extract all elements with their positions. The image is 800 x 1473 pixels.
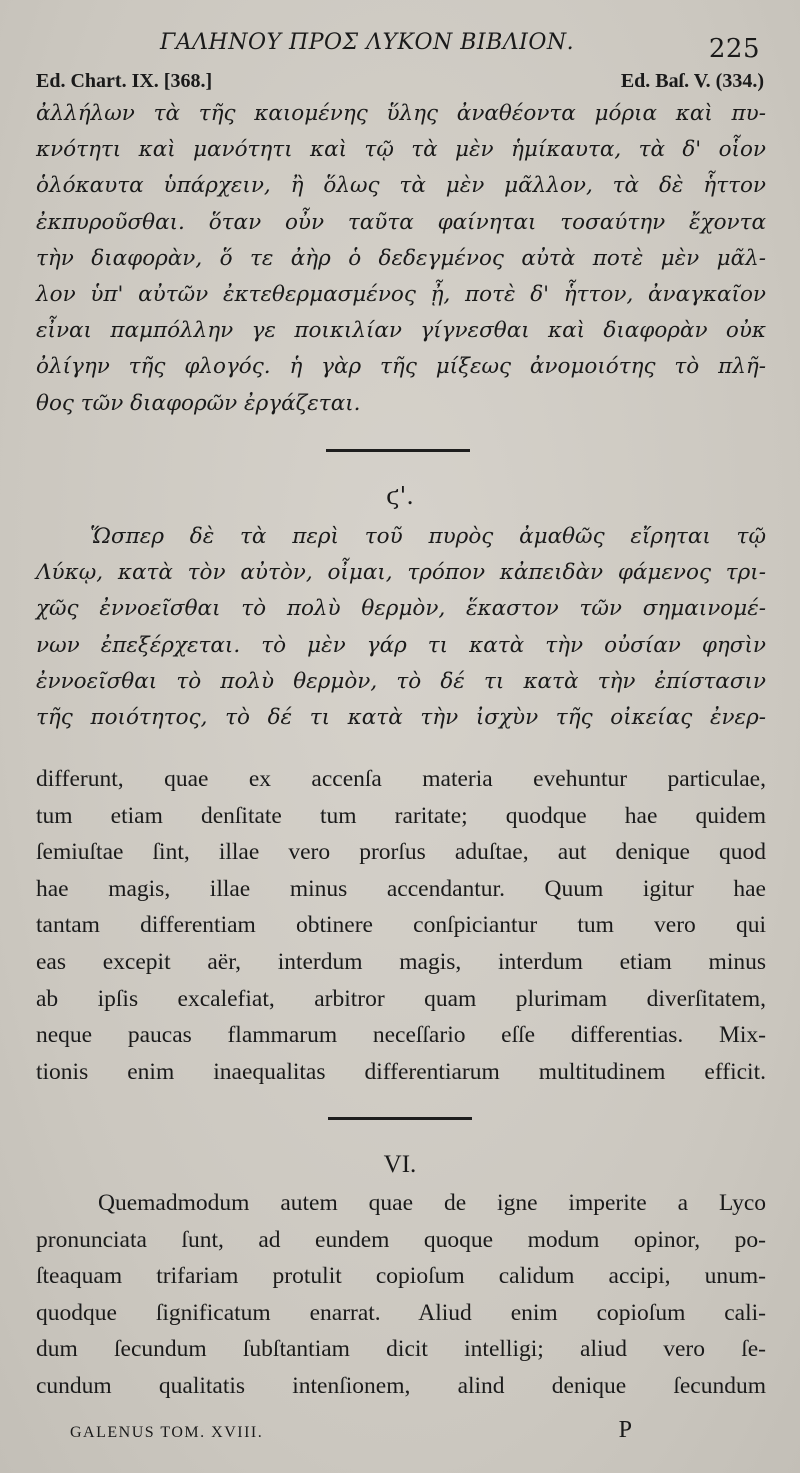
text-line: θος τῶν διαφορῶν ἐργάζεται.	[36, 390, 361, 416]
volume-reference: GALENUS TOM. XVIII.	[70, 1424, 264, 1441]
page-footer	[70, 1417, 632, 1444]
text-line: tionis enim inaequalitas differentiarum multitudinem efficit.	[36, 1058, 766, 1085]
text-line: λον ὑπ' αὐτῶν ἐκτεθερμασμένος ᾖ, ποτὲ δ' ἧττον, ἀναγκαῖον	[36, 282, 766, 308]
text-line: neque paucas flammarum neceſſario eſſe differentias. Mix-	[36, 1022, 766, 1049]
text-line: ſemiuſtae ſint, illae vero prorſus aduſtae, aut denique quod	[36, 839, 766, 866]
text-line: ἀλλήλων τὰ τῆς καιομένης ὕλης ἀναθέοντα μόρια καὶ πυ-	[36, 101, 766, 126]
text-line: cundum qualitatis intenſionem, alind denique ſecundum	[36, 1372, 766, 1399]
text-line: Quemadmodum autem quae de igne imperite a Lyco	[98, 1190, 766, 1216]
text-line: εἶναι παμπόλλην γε ποικιλίαν γίγνεσθαι καὶ διαφορὰν οὐκ	[36, 318, 766, 344]
latin-section-number: VI.	[383, 1151, 417, 1178]
section-divider	[326, 449, 470, 452]
running-title: ΓΑΛΗΝΟΥ ΠΡΟΣ ΛΥΚΟΝ ΒΙΒΛΙΟΝ.	[160, 30, 575, 55]
text-line: χῶς ἐννοεῖσθαι τὸ πολὺ θερμὸν, ἕκαστον τῶν σημαινομέ-	[36, 596, 766, 622]
latin-paragraph-1	[36, 761, 766, 1090]
text-line: Λύκῳ, κατὰ τὸν αὐτὸν, οἶμαι, τρόπον κἀπειδὰν φάμενος τρι-	[36, 560, 766, 586]
text-line: ἐννοεῖσθαι τὸ πολὺ θερμὸν, τὸ δέ τι κατὰ τὴν ἐπίστασιν	[36, 668, 766, 694]
text-line: ὀλίγην τῆς φλογός. ἡ γὰρ τῆς μίξεως ἀνομοιότης τὸ πλῆ-	[36, 354, 766, 380]
text-line: νων ἐπεξέρχεται. τὸ μὲν γάρ τι κατὰ τὴν οὐσίαν φησὶν	[36, 632, 766, 658]
text-line: ὁλόκαυτα ὑπάρχειν, ἢ ὅλως τὰ μὲν μᾶλλον, τὰ δὲ ἧττον	[36, 173, 766, 199]
text-line: τὴν διαφορὰν, ὅ τε ἀὴρ ὁ δεδεγμένος αὐτὰ ποτὲ μὲν μᾶλ-	[36, 245, 766, 271]
text-line: ab ipſis excalefiat, arbitror quam plurimam diverſitatem,	[36, 985, 766, 1012]
greek-paragraph-1	[36, 96, 766, 422]
text-line: τῆς ποιότητος, τὸ δέ τι κατὰ τὴν ἰσχὺν τῆς οἰκείας ἐνερ-	[36, 705, 766, 731]
latin-paragraph-2	[36, 1185, 766, 1405]
signature-mark: P	[618, 1417, 632, 1443]
text-line: tum etiam denſitate tum raritate; quodque hae quidem	[36, 802, 766, 829]
page-number: 225	[708, 34, 760, 64]
text-line: κνότητι καὶ μανότητι καὶ τῷ τὰ μὲν ἡμίκαυτα, τὰ δ' οἷον	[36, 137, 766, 163]
greek-section-number: ϛ'.	[386, 482, 414, 510]
text-line: tantam differentiam obtinere conſpiciantur tum vero qui	[36, 912, 766, 939]
text-line: quodque ſignificatum enarrat. Aliud enim copioſum cali-	[36, 1299, 766, 1326]
text-line: hae magis, illae minus accendantur. Quum igitur hae	[36, 875, 766, 902]
text-line: eas excepit aër, interdum magis, interdum etiam minus	[36, 948, 766, 975]
edition-reference-basel: Ed. Baſ. V. (334.)	[620, 70, 764, 92]
text-line: differunt, quae ex accenſa materia evehuntur particulae,	[36, 766, 766, 792]
edition-reference-chartier: Ed. Chart. IX. [368.]	[36, 70, 213, 92]
text-line: Ὥσπερ δὲ τὰ περὶ τοῦ πυρὸς ἀμαθῶς εἴρηται τῷ	[90, 524, 766, 549]
edition-reference-line	[36, 70, 764, 93]
text-line: dum ſecundum ſubſtantiam dicit intelligi; aliud vero ſe-	[36, 1336, 766, 1363]
text-line: pronunciata ſunt, ad eundem quoque modum opinor, po-	[36, 1226, 766, 1253]
text-line: ἐκπυροῦσθαι. ὅταν οὖν ταῦτα φαίνηται τοσαύτην ἔχοντα	[36, 209, 766, 235]
text-line: ſteaquam trifariam protulit copioſum calidum accipi, unum-	[36, 1263, 766, 1290]
greek-paragraph-2	[36, 519, 766, 736]
section-divider	[328, 1117, 472, 1120]
